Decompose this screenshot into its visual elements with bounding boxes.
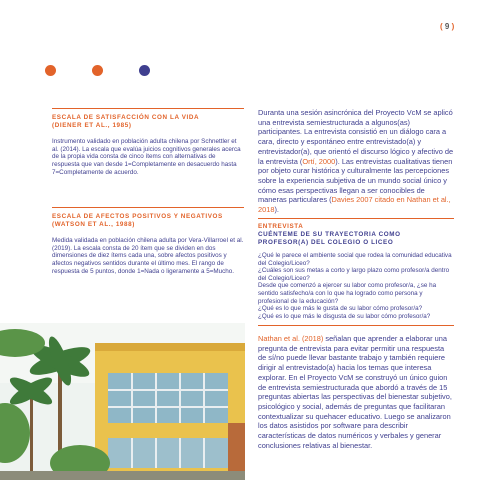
question-list <box>258 252 454 320</box>
list-item: Desde que comenzó a ejercer su labor como profesor/a, ¿se ha sentido satisfecho/a con lo que ha logrado como persona y profesional de la educación? <box>258 282 437 305</box>
divider <box>52 108 244 109</box>
orange-dot-icon <box>45 65 56 76</box>
interview-subtitle: CUÉNTEME DE SU TRAYECTORIA COMO PROFESOR(A) DEL COLEGIO O LICEO <box>258 231 401 246</box>
box-body: Medida validada en población chilena adulta por Vera-Villarroel et al. (2019). La escala consta de 20 ítem que se dividen en dos dimensiones de diez ítems cada una, sobre afectos positivos y afectos negativos sentidos durante el último mes. El rango de respuesta de 5 puntos, donde 1=Nada o ligeramente a 5=Mucho. <box>52 237 244 275</box>
page-number: ( 9 ) <box>440 22 455 31</box>
divider <box>258 325 454 326</box>
box-title: ESCALA DE AFECTOS POSITIVOS Y NEGATIVOS (WATSON ET AL., 1988) <box>52 213 223 228</box>
intro-paragraph: Duranta una sesión asincrónica del Proyecto VcM se aplicó una entrevista semiestructurada a algunos(as) participantes. La entrevista consistió en un diálogo cara a cara, directo y espontáneo entre entrevistado(a) y entrevistador(a), que orientó el discurso lógico y afectivo de la entrevista (Ortí, 2000). Las entrevistas cualitativas tienen por objeto curar histórica y culturalmente las percepciones sobre la experiencia subjetiva de un mundo social único y cómo esas perspectivas llegan a ser conocibles de maneras particulares (Davies 2007 citado en Nathan et al., 2018). <box>258 108 454 215</box>
interview-box <box>258 218 454 326</box>
list-item: ¿Qué le parece el ambiente social que rodea la comunidad educativa del Colegio/Liceo? <box>258 252 452 267</box>
box-title: ESCALA DE SATISFACCIÓN CON LA VIDA (DIENER ET AL., 1985) <box>52 114 200 129</box>
divider <box>258 218 454 219</box>
list-item: ¿Qué es lo que más le disgusta de su labor cómo profesor/a? <box>258 312 431 320</box>
citation-link[interactable]: Ortí, 2000 <box>302 156 336 166</box>
citation-link[interactable]: Nathan et al. (2018) <box>258 334 324 343</box>
scale-box-affects <box>52 207 244 276</box>
school-building-photo <box>0 323 245 480</box>
method-paragraph: Nathan et al. (2018) señalan que aprender a elaborar una pregunta de entrevista para evitar permitir una respuesta de sí/no puede llevar bastante trabajo y también requiere dirigir al entrevistado(a) hacia los temas que interesa explorar. En el Proyecto VcM se construyó un único guion de entrevista semiestructurada que abordó a través de 15 preguntas abiertas las perspectivas del bienestar subjetivo, psicológico y social, además de preguntas que facilitaran contextualizar su quehacer educativo. Luego se analizaron los datos asistidos por software para describir características de datos numéricos y verbales y generar conclusiones relativas al bienestar. <box>258 334 452 450</box>
scale-box-life-satisfaction <box>52 108 244 177</box>
list-item: ¿Cuáles son sus metas a corto y largo plazo como profesor/a dentro del Colegio/Liceo? <box>258 267 450 282</box>
citation-link[interactable]: Davies 2007 citado en Nathan et al., 2018 <box>258 195 451 215</box>
orange-dot-icon <box>92 65 103 76</box>
interview-title: ENTREVISTA <box>258 223 304 230</box>
navy-dot-icon <box>139 65 150 76</box>
divider <box>52 207 244 208</box>
box-body: Instrumento validado en población adulta chilena por Schnettler et al. (2014). La escala que evalúa juicios cognitivos generales acerca de la propia vida consta de cinco ítems con alternativas de respuesta que van desde 1=Completamente en desacuerdo hasta 7=Completamente de acuerdo. <box>52 138 241 176</box>
list-item: ¿Qué es lo que más le gusta de su labor cómo profesor/a? <box>258 305 423 313</box>
